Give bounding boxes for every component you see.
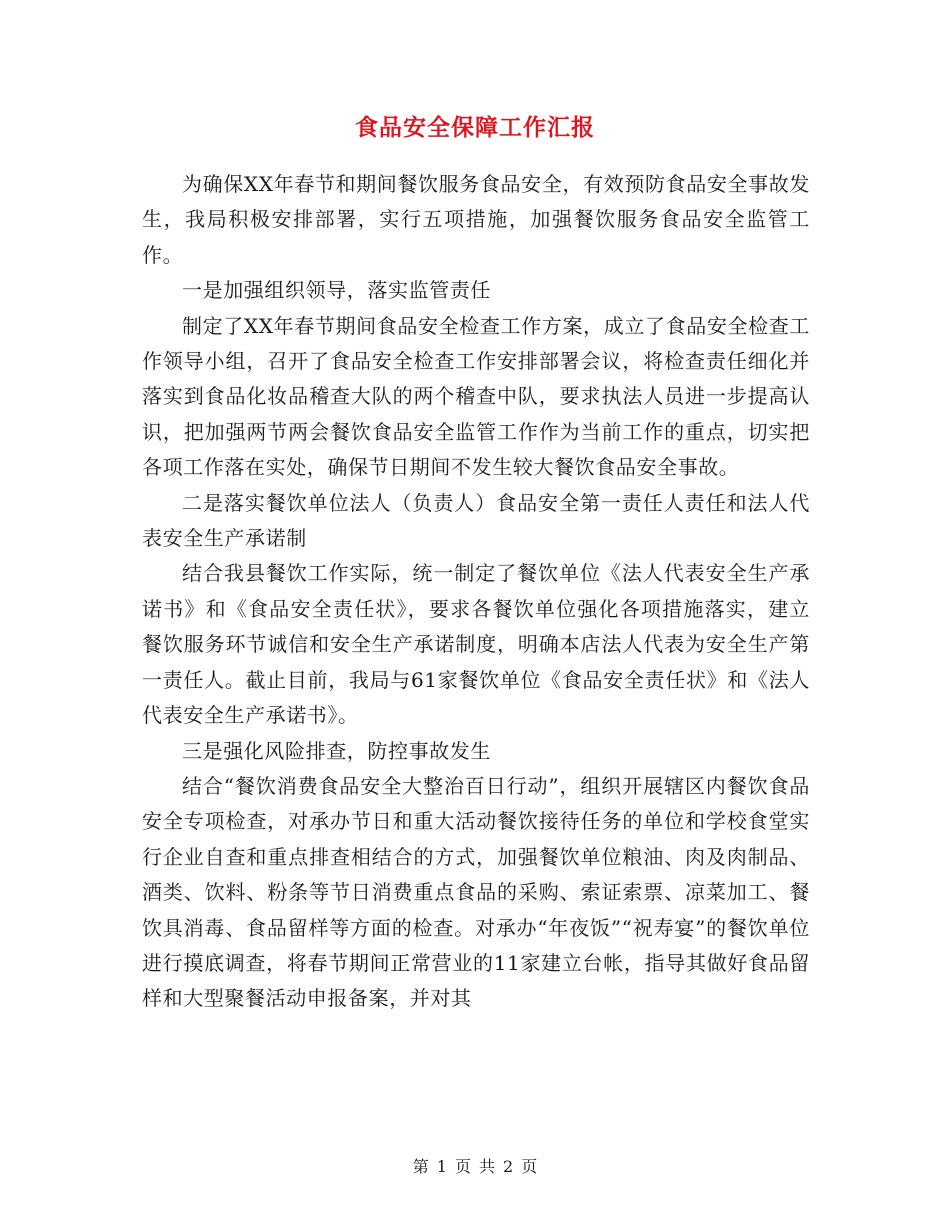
footer-total-label: 共: [479, 1157, 496, 1176]
paragraph-section-1: 制定了XX年春节期间食品安全检查工作方案，成立了食品安全检查工作领导小组，召开了食品安全检查工作安排部署会议，将检查责任细化并落实到食品化妆品稽查大队的两个稽查中队，要求执法人员进一步提高认识，把加强两节两会餐饮食品安全监管工作作为当前工作的重点，切实把各项工作落在实处，确保节日期间不发生较大餐饮食品安全事故。: [142, 313, 810, 480]
footer-current-page: 1: [436, 1157, 447, 1176]
footer-page-label: 第: [412, 1157, 429, 1176]
document-body: [142, 167, 810, 1017]
section-heading-2: 二是落实餐饮单位法人（负责人）食品安全第一责任人责任和法人代表安全生产承诺制: [142, 490, 810, 551]
section-heading-1: 一是加强组织领导，落实监管责任: [182, 278, 491, 303]
page-footer: [0, 1156, 950, 1178]
footer-total-pages: 2: [503, 1157, 514, 1176]
footer-unit-label-2: 页: [521, 1157, 538, 1176]
footer-unit-label: 页: [454, 1157, 471, 1176]
section-heading-3: 三是强化风险排查，防控事故发生: [182, 738, 491, 763]
paragraph-intro: 为确保XX年春节和期间餐饮服务食品安全，有效预防食品安全事故发生，我局积极安排部署，实行五项措施，加强餐饮服务食品安全监管工作。: [142, 172, 810, 267]
paragraph-section-2: 结合我县餐饮工作实际，统一制定了餐饮单位《法人代表安全生产承诺书》和《食品安全责任状》，要求各餐饮单位强化各项措施落实，建立餐饮服务环节诚信和安全生产承诺制度，明确本店法人代表为安全生产第一责任人。截止目前，我局与61家餐饮单位《食品安全责任状》和《法人代表安全生产承诺书》。: [142, 561, 810, 728]
paragraph-section-3: 结合“餐饮消费食品安全大整治百日行动”，组织开展辖区内餐饮食品安全专项检查，对承办节日和重大活动餐饮接待任务的单位和学校食堂实行企业自查和重点排查相结合的方式，加强餐饮单位粮油、肉及肉制品、酒类、饮料、粉条等节日消费重点食品的采购、索证索票、凉菜加工、餐饮具消毒、食品留样等方面的检查。对承办“年夜饭”“祝寿宴”的餐饮单位进行摸底调查，将春节期间正常营业的11家建立台帐，指导其做好食品留样和大型聚餐活动申报备案，并对其: [142, 773, 810, 1011]
document-title: 食品安全保障工作汇报: [355, 114, 595, 141]
